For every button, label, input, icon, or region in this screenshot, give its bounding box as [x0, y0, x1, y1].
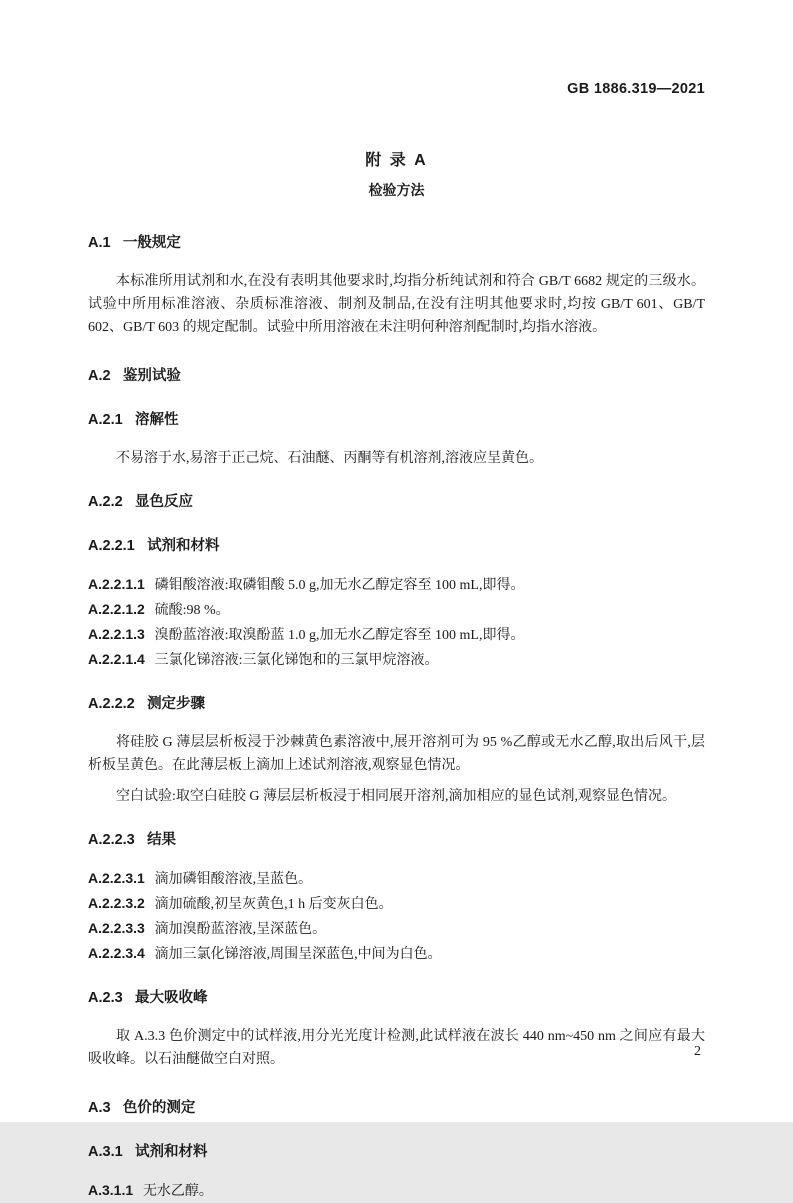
- section-title: 一般规定: [122, 235, 181, 251]
- clause-number: A.2.2.1.2: [88, 601, 145, 617]
- section-number: A.2.2.1: [88, 538, 135, 554]
- section-title: 测定步骤: [147, 696, 206, 712]
- section-heading-a222: [88, 693, 705, 716]
- section-title: 溶解性: [134, 412, 179, 428]
- clause-text: 磷钼酸溶液:取磷钼酸 5.0 g,加无水乙醇定容至 100 mL,即得。: [154, 578, 525, 593]
- section-number: A.1: [88, 235, 111, 251]
- section-title: 结果: [147, 832, 177, 848]
- section-title: 试剂和材料: [134, 1144, 208, 1160]
- section-number: A.2.3: [88, 990, 123, 1006]
- clause-item: [88, 598, 705, 622]
- section-heading-a223: [88, 829, 705, 852]
- clause-text: 滴加硫酸,初呈灰黄色,1 h 后变灰白色。: [154, 897, 393, 912]
- section-heading-a221: [88, 535, 705, 558]
- appendix-subtitle: 检验方法: [368, 182, 425, 198]
- section-title: 显色反应: [134, 494, 193, 510]
- clause-number: A.2.2.3.2: [88, 895, 145, 911]
- section-title: 最大吸收峰: [134, 990, 208, 1006]
- paragraph: 空白试验:取空白硅胶 G 薄层层析板浸于相同展开溶剂,滴加相应的显色试剂,观察显色情况。: [116, 789, 676, 804]
- document-content: [88, 232, 705, 1203]
- clause-text: 滴加溴酚蓝溶液,呈深蓝色。: [154, 922, 327, 937]
- clause-text: 溴酚蓝溶液:取溴酚蓝 1.0 g,加无水乙醇定容至 100 mL,即得。: [154, 628, 525, 643]
- section-number: A.2.1: [88, 412, 123, 428]
- clause-text: 无水乙醇。: [142, 1184, 213, 1199]
- section-number: A.3.1: [88, 1144, 123, 1160]
- paragraph: 将硅胶 G 薄层层析板浸于沙棘黄色素溶液中,展开溶剂可为 95 %乙醇或无水乙醇,取出后风干,层析板呈黄色。在此薄层板上滴加上述试剂溶液,观察显色情况。: [88, 735, 705, 773]
- clause-number: A.2.2.3.4: [88, 945, 145, 961]
- section-title: 色价的测定: [122, 1100, 196, 1116]
- clause-item: [88, 917, 705, 941]
- section-heading-a21: [88, 409, 705, 432]
- clause-text: 滴加三氯化锑溶液,周围呈深蓝色,中间为白色。: [154, 947, 442, 962]
- section-number: A.2.2.3: [88, 832, 135, 848]
- clause-item: [88, 942, 705, 966]
- clause-number: A.2.2.1.4: [88, 651, 145, 667]
- clause-number: A.2.2.1.1: [88, 576, 145, 592]
- appendix-title-block: [88, 149, 705, 202]
- paragraph: 本标准所用试剂和水,在没有表明其他要求时,均指分析纯试剂和符合 GB/T 6682 规定的三级水。试验中所用标准溶液、杂质标准溶液、制剂及制品,在没有注明其他要求时,均按 GB/T 601、GB/T 602、GB/T 603 的规定配制。试验中所用溶液在未注明何种溶剂配制时,均指水溶液。: [88, 274, 705, 335]
- clause-number: A.2.2.1.3: [88, 626, 145, 642]
- clause-text: 三氯化锑溶液:三氯化锑饱和的三氯甲烷溶液。: [154, 653, 439, 668]
- appendix-title: 附 录 A: [365, 152, 428, 169]
- section-heading-a1: [88, 232, 705, 255]
- clause-item: [88, 573, 705, 597]
- section-heading-a31: [88, 1141, 705, 1164]
- standard-code: GB 1886.319—2021: [567, 81, 705, 97]
- section-title: 试剂和材料: [147, 538, 220, 554]
- clause-number: A.2.2.3.3: [88, 920, 145, 936]
- section-heading-a2: [88, 365, 705, 388]
- paragraph: 不易溶于水,易溶于正己烷、石油醚、丙酮等有机溶剂,溶液应呈黄色。: [116, 451, 543, 466]
- clause-text: 滴加磷钼酸溶液,呈蓝色。: [154, 872, 313, 887]
- section-number: A.2.2: [88, 494, 123, 510]
- section-title: 鉴别试验: [122, 368, 181, 384]
- clause-number: A.3.1.1: [88, 1182, 134, 1198]
- clause-item: [88, 892, 705, 916]
- section-number: A.2.2.2: [88, 696, 135, 712]
- section-number: A.2: [88, 368, 111, 384]
- clause-text: 硫酸:98 %。: [154, 603, 230, 618]
- paragraph: 取 A.3.3 色价测定中的试样液,用分光光度计检测,此试样液在波长 440 nm~450 nm 之间应有最大吸收峰。以石油醚做空白对照。: [88, 1029, 705, 1067]
- section-heading-a23: [88, 987, 705, 1010]
- clause-number: A.2.2.3.1: [88, 870, 145, 886]
- clause-item: [88, 867, 705, 891]
- clause-item: [88, 1179, 705, 1203]
- section-heading-a22: [88, 491, 705, 514]
- clause-item: [88, 648, 705, 672]
- section-heading-a3: [88, 1097, 705, 1120]
- section-number: A.3: [88, 1100, 111, 1116]
- page-number: 2: [694, 1044, 701, 1059]
- clause-item: [88, 623, 705, 647]
